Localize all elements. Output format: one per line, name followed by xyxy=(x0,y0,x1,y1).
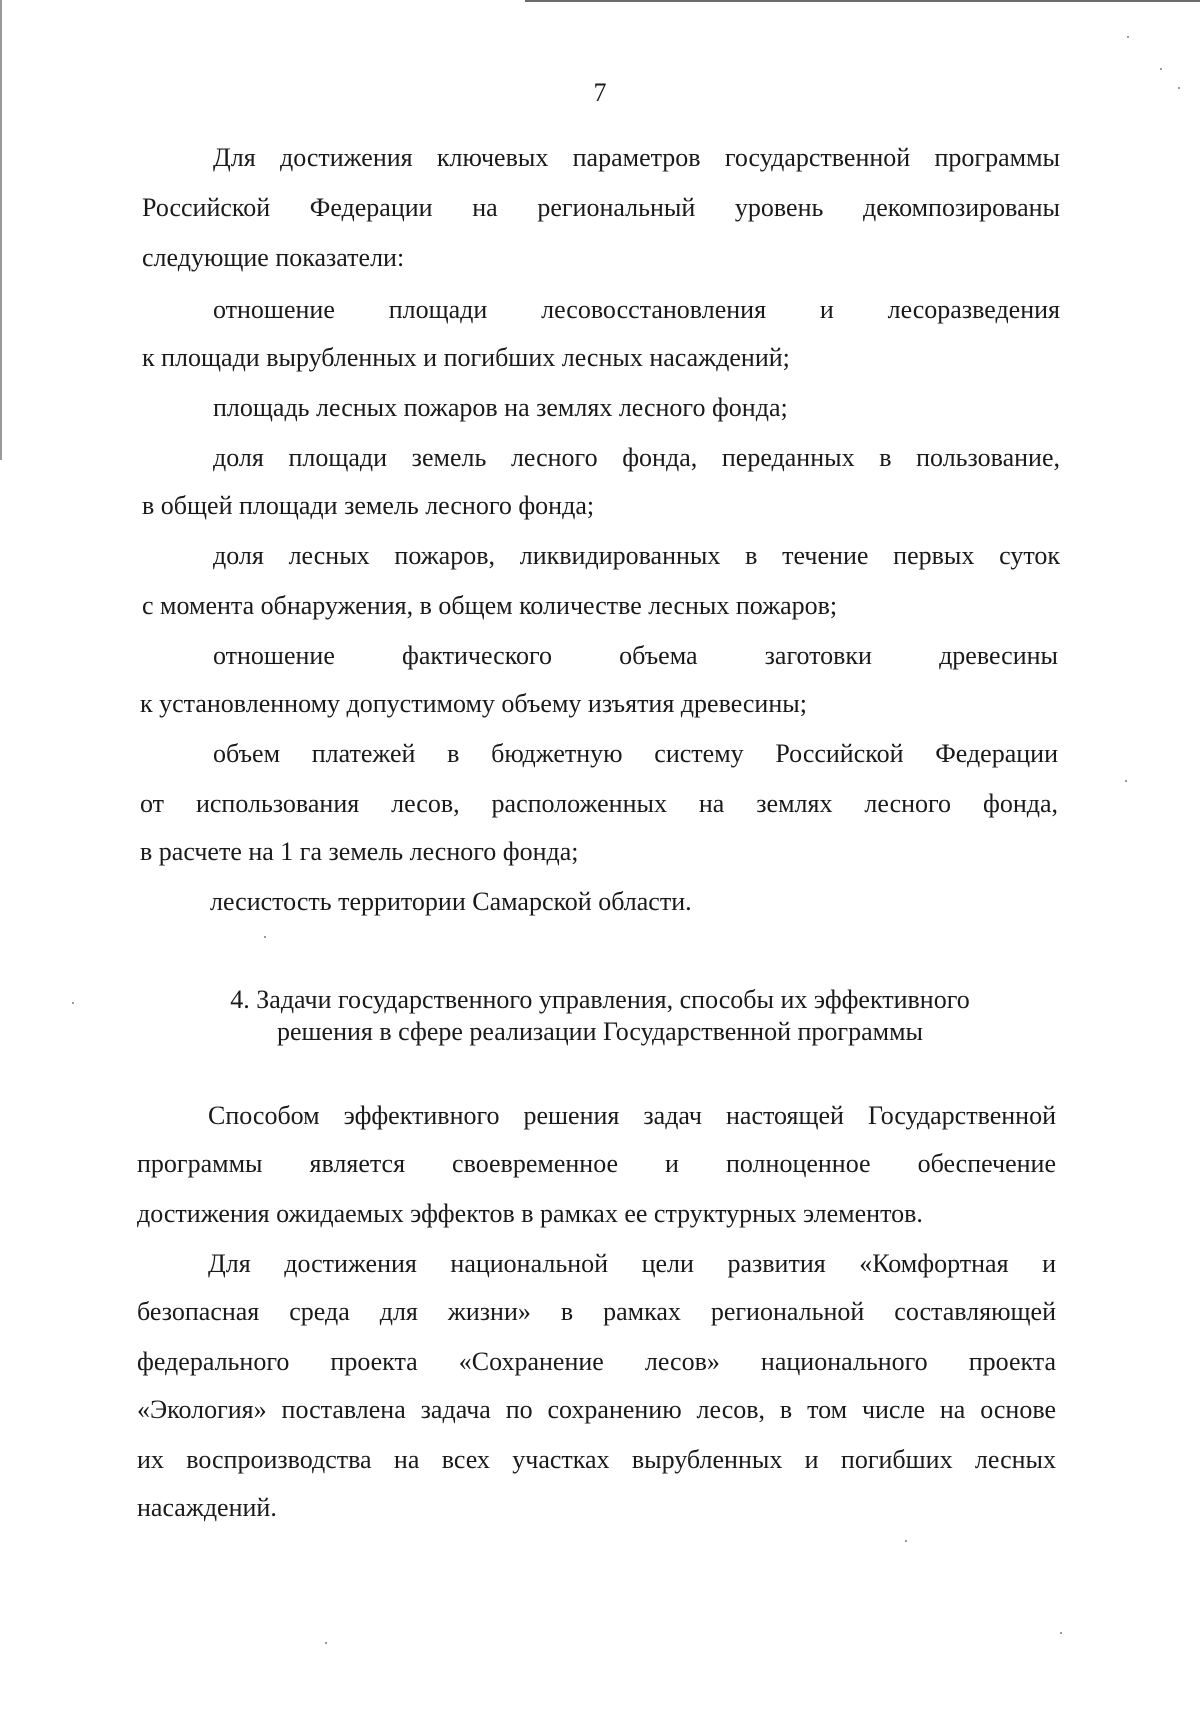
list-item-line: объем платежей в бюджетную систему Российской Федерации xyxy=(213,739,1058,768)
paragraph-line: достижения ожидаемых эффектов в рамках ее структурных элементов. xyxy=(137,1199,923,1228)
list-item-line: доля площади земель лесного фонда, переданных в пользование, xyxy=(213,443,1060,472)
section-heading-line: решения в сфере реализации Государственной программы xyxy=(276,1017,924,1046)
list-item-line: отношение площади лесовосстановления и лесоразведения xyxy=(213,295,1060,324)
scan-speck xyxy=(72,1002,74,1004)
list-item-line: в расчете на 1 га земель лесного фонда; xyxy=(140,837,579,866)
paragraph-line: Российской Федерации на региональный уровень декомпозированы xyxy=(142,193,1060,222)
list-item-line: к площади вырубленных и погибших лесных насаждений; xyxy=(142,343,790,372)
paragraph-line: безопасная среда для жизни» в рамках региональной составляющей xyxy=(137,1297,1056,1326)
paragraph-line: «Экология» поставлена задача по сохранению лесов, в том числе на основе xyxy=(137,1395,1056,1424)
scan-border-left xyxy=(0,0,2,460)
list-item-line: лесистость территории Самарской области. xyxy=(210,887,692,916)
scan-speck xyxy=(1160,68,1162,70)
list-item-line: отношение фактического объема заготовки древесины xyxy=(213,641,1058,670)
paragraph-line: насаждений. xyxy=(137,1493,277,1522)
list-item-line: площадь лесных пожаров на землях лесного фонда; xyxy=(213,393,788,422)
scan-border-top xyxy=(525,0,1200,2)
scan-speck xyxy=(1178,87,1180,89)
scan-speck xyxy=(264,936,266,938)
paragraph-line: программы является своевременное и полноценное обеспечение xyxy=(137,1149,1056,1178)
scan-speck xyxy=(1060,1632,1062,1634)
paragraph-line: их воспроизводства на всех участках вырубленных и погибших лесных xyxy=(137,1445,1056,1474)
section-heading-line: 4. Задачи государственного управления, способы их эффективного xyxy=(230,985,970,1014)
list-item-line: доля лесных пожаров, ликвидированных в течение первых суток xyxy=(213,541,1060,570)
list-item-line: в общей площади земель лесного фонда; xyxy=(142,491,595,520)
paragraph-line: следующие показатели: xyxy=(142,243,405,272)
list-item-line: от использования лесов, расположенных на землях лесного фонда, xyxy=(140,789,1058,818)
paragraph-line: Для достижения национальной цели развития «Комфортная и xyxy=(208,1249,1056,1278)
paragraph-line: федерального проекта «Сохранение лесов» национального проекта xyxy=(137,1347,1056,1376)
paragraph-line: Для достижения ключевых параметров государственной программы xyxy=(213,143,1060,172)
paragraph-line: Способом эффективного решения задач настоящей Государственной xyxy=(208,1101,1056,1130)
list-item-line: с момента обнаружения, в общем количестве лесных пожаров; xyxy=(142,591,838,620)
scan-speck xyxy=(905,1540,907,1542)
page-number: 7 xyxy=(593,78,607,107)
scan-speck xyxy=(1125,780,1127,782)
scan-speck xyxy=(325,1642,327,1644)
scan-speck xyxy=(1127,36,1129,38)
list-item-line: к установленному допустимому объему изъятия древесины; xyxy=(140,689,807,718)
